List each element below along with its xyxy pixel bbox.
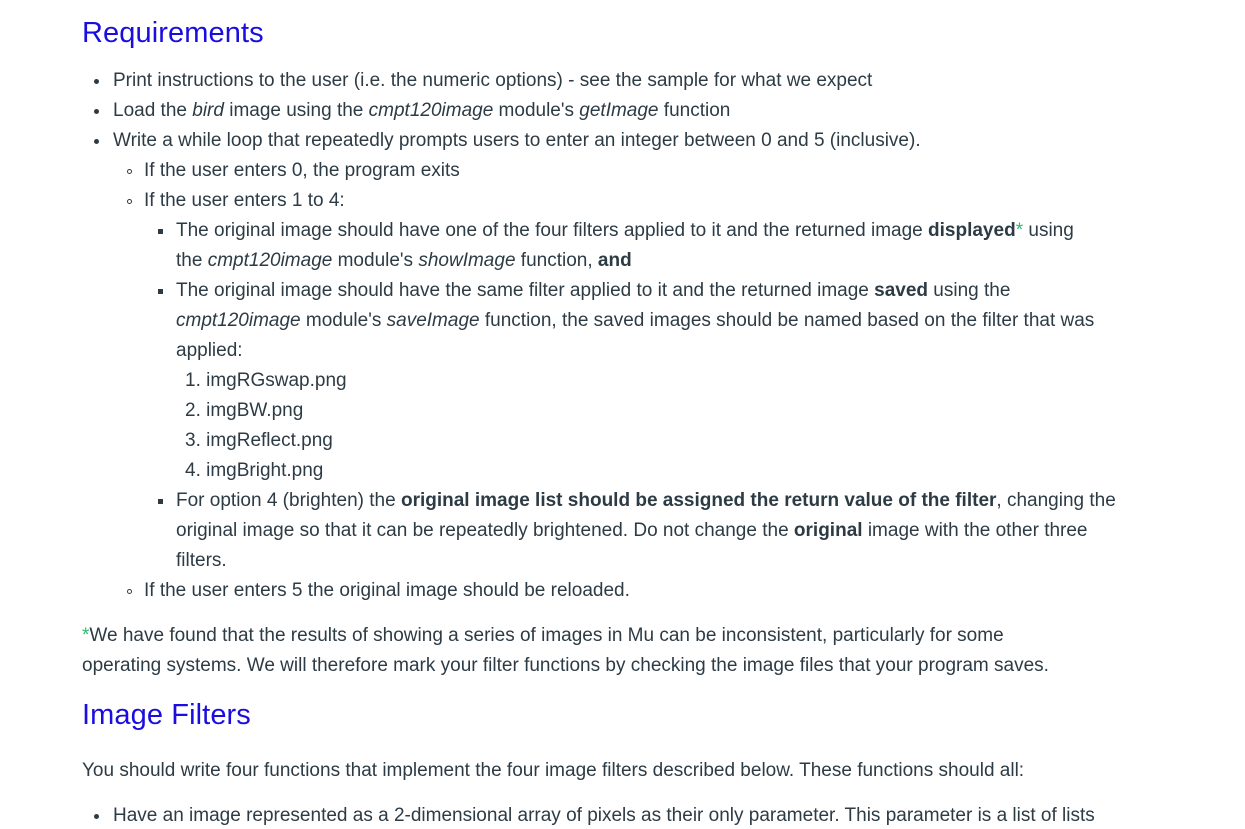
req-brighten-line2: original image so that it can be repeatedly brightened. Do not change the original image with the other three bbox=[176, 520, 1088, 541]
filters-intro: You should write four functions that implement the four image filters described below. These functions should all: bbox=[82, 760, 1025, 781]
req-save-line3: applied: bbox=[176, 340, 243, 361]
bullet-circle bbox=[127, 169, 132, 174]
bullet-dot bbox=[94, 109, 99, 114]
req-enter-zero: If the user enters 0, the program exits bbox=[144, 160, 460, 181]
req-while-loop: Write a while loop that repeatedly prompts users to enter an integer between 0 and 5 (inclusive). bbox=[113, 130, 921, 151]
heading-requirements: Requirements bbox=[82, 17, 264, 49]
filters-param-requirement: Have an image represented as a 2-dimensional array of pixels as their only parameter. This parameter is a list of lists bbox=[113, 805, 1095, 826]
file-list-item: 2. imgBW.png bbox=[185, 400, 304, 421]
req-save-line1: The original image should have the same filter applied to it and the returned image saved using the bbox=[176, 280, 1011, 301]
note-line1: *We have found that the results of showing a series of images in Mu can be inconsistent, particularly for some bbox=[82, 625, 1004, 646]
file-list-item: 3. imgReflect.png bbox=[185, 430, 333, 451]
req-display-line1: The original image should have one of the four filters applied to it and the returned image displayed* using bbox=[176, 220, 1074, 241]
req-enter-five: If the user enters 5 the original image should be reloaded. bbox=[144, 580, 630, 601]
req-brighten-line3: filters. bbox=[176, 550, 227, 571]
req-brighten-line1: For option 4 (brighten) the original image list should be assigned the return value of the filter, changing the bbox=[176, 490, 1116, 511]
bullet-dot bbox=[94, 79, 99, 84]
heading-image-filters: Image Filters bbox=[82, 699, 251, 731]
file-list-item: 1. imgRGswap.png bbox=[185, 370, 347, 391]
bullet-square bbox=[158, 229, 163, 234]
req-save-line2: cmpt120image module's saveImage function, the saved images should be named based on the filter that was bbox=[176, 310, 1095, 331]
bullet-circle bbox=[127, 199, 132, 204]
bullet-square bbox=[158, 499, 163, 504]
req-enter-one-to-four: If the user enters 1 to 4: bbox=[144, 190, 345, 211]
req-load-image: Load the bird image using the cmpt120image module's getImage function bbox=[113, 100, 731, 121]
bullet-dot bbox=[94, 814, 99, 819]
bullet-circle bbox=[127, 589, 132, 594]
req-print-instructions: Print instructions to the user (i.e. the numeric options) - see the sample for what we expect bbox=[113, 70, 873, 91]
bullet-square bbox=[158, 289, 163, 294]
note-line2: operating systems. We will therefore mark your filter functions by checking the image files that your program saves. bbox=[82, 655, 1049, 676]
bullet-dot bbox=[94, 139, 99, 144]
req-display-line2: the cmpt120image module's showImage function, and bbox=[176, 250, 632, 271]
file-list-item: 4. imgBright.png bbox=[185, 460, 324, 481]
